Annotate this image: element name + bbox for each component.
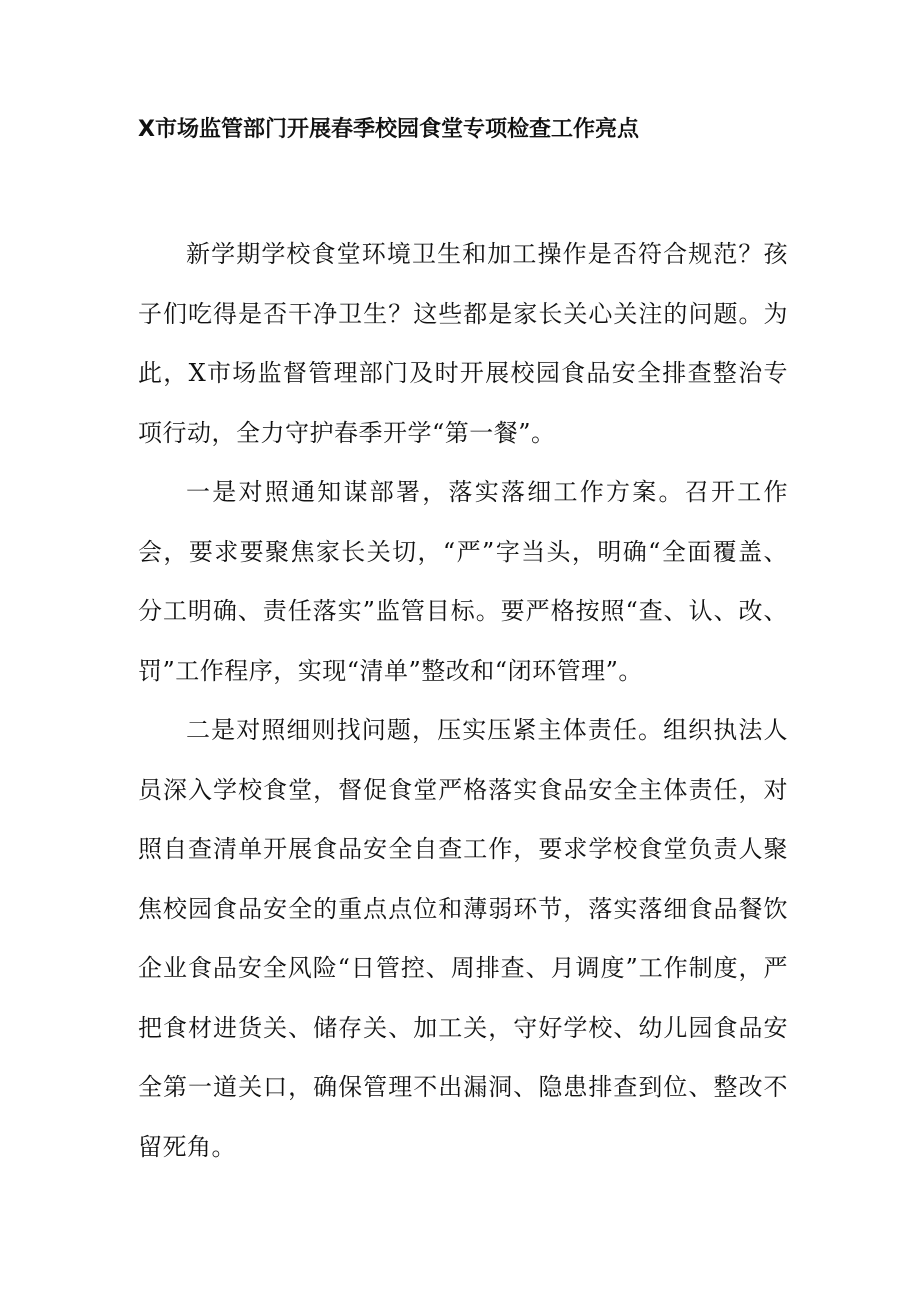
document-body — [138, 225, 788, 1177]
paragraph-point-two: 二是对照细则找问题，压实压紧主体责任。组织执法人员深入学校食堂，督促食堂严格落实食品安全主体责任，对照自查清单开展食品安全自查工作，要求学校食堂负责人聚焦校园食品安全的重点点位和薄弱环节，落实落细食品餐饮企业食品安全风险“日管控、周排查、月调度”工作制度，严把食材进货关、储存关、加工关，守好学校、幼儿园食品安全第一道关口，确保管理不出漏洞、隐患排查到位、整改不留死角。 — [138, 716, 788, 1161]
paragraph-intro: 新学期学校食堂环境卫生和加工操作是否符合规范？孩子们吃得是否干净卫生？这些都是家长关心关注的问题。为此，X市场监督管理部门及时开展校园食品安全排查整治专项行动，全力守护春季开学“第一餐”。 — [138, 240, 788, 447]
paragraph-point-one: 一是对照通知谋部署，落实落细工作方案。召开工作会，要求要聚焦家长关切，“严”字当头，明确“全面覆盖、分工明确、责任落实”监管目标。要严格按照“查、认、改、罚”工作程序，实现“清单”整改和“闭环管理”。 — [138, 478, 788, 685]
document-title: X市场监管部门开展春季校园食堂专项检查工作亮点 — [138, 117, 639, 142]
